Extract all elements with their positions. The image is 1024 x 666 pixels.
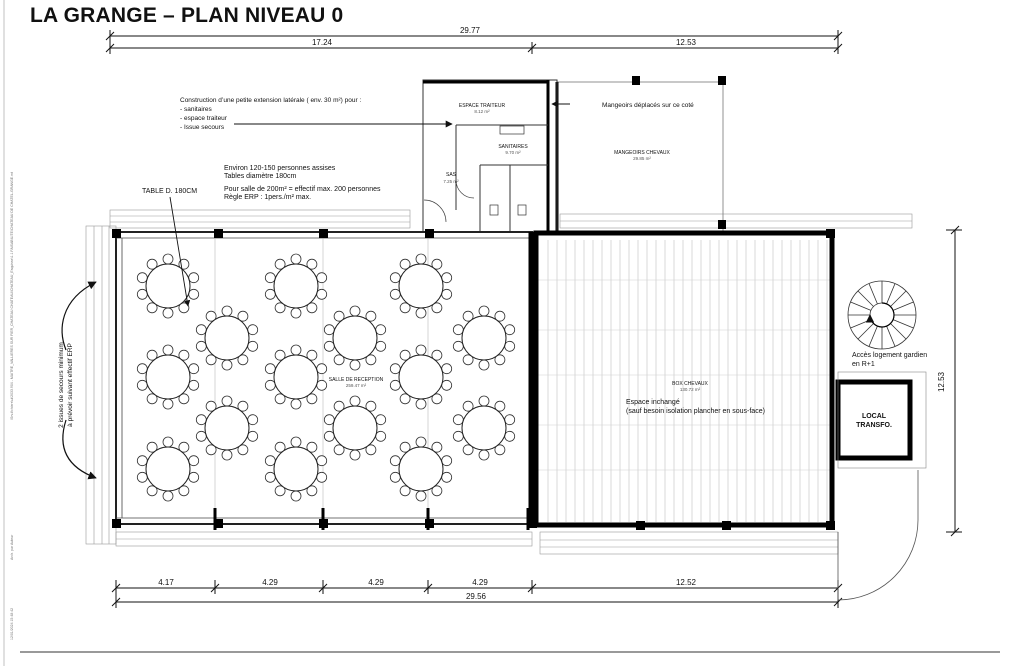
side-author: Arch. par Auteur [10, 534, 14, 560]
curved-arrow-icon [63, 420, 96, 478]
extension-note-2: - sanitaires [180, 106, 212, 113]
room-sanitaires-area: 9.70 m² [505, 150, 521, 155]
round-table-icon [196, 306, 257, 370]
round-table-icon [453, 396, 514, 460]
dim-top-left: 17.24 [311, 38, 333, 47]
post-bracket [527, 508, 530, 530]
mangeoirs-note: Mangeoirs déplacés sur ce coté [602, 102, 694, 109]
dim-top-right: 12.53 [675, 38, 697, 47]
post-bracket [214, 508, 217, 530]
room-box-area: 130.72 m² [679, 387, 701, 392]
extension-note-3: - espace traiteur [180, 115, 227, 122]
curved-arrow-icon [62, 282, 96, 350]
dim-bottom-total: 29.56 [465, 592, 487, 601]
round-table-icon [265, 345, 326, 409]
right-dimension [946, 226, 962, 536]
room-mangeoirs-name: MANGEOIRS CHEVAUX [614, 150, 670, 156]
room-traiteur-area: 8.12 m² [474, 109, 490, 114]
round-table-icon [265, 254, 326, 318]
unchanged-note-2: (sauf besoin isolation plancher en sous-face) [626, 408, 765, 415]
spiral-stair-icon [848, 281, 916, 349]
local-label-1: LOCAL [861, 413, 887, 420]
round-table-icon [265, 437, 326, 501]
room-mangeoirs-area: 29.85 m² [633, 156, 651, 161]
box-chevaux-walls [532, 232, 832, 525]
structural-post [636, 521, 645, 530]
round-table-icon [137, 254, 198, 318]
right-terrace-curve [838, 470, 918, 600]
capacity-note-2: Tables diamètre 180cm [224, 173, 297, 180]
local-label-2: TRANSFO. [856, 422, 892, 429]
structural-post [826, 229, 835, 238]
room-sas-name: SAS [445, 172, 457, 178]
round-table-icon [390, 254, 451, 318]
logement-note-2: en R+1 [852, 361, 875, 368]
structural-post [112, 519, 121, 528]
top-terrace [110, 210, 912, 228]
room-sas-area: 7.25 m² [443, 179, 459, 184]
post-bracket [322, 508, 325, 530]
erp-note-2: Règle ERP : 1pers./m² max. [224, 194, 312, 201]
dim-bottom-4: 4.29 [472, 578, 488, 587]
room-sanitaires-name: SANITAIRES [498, 144, 528, 150]
round-table-icon [196, 396, 257, 460]
structural-post [425, 229, 434, 238]
room-reception-name: SALLE DE RECEPTION [328, 377, 384, 383]
side-file-path: \Srv-fichiers\ul\2033.904 - MAITRE_VALLIERES SUR FIER_CHATEAU CHATEAU\CHATEAU_Esquisse\1.1 FAISABILITE\CHATEAU DE CHATEL-GRANGE.rvt [10, 172, 14, 420]
post-bracket [427, 508, 430, 530]
extension-note-1: Construction d’une petite extension latérale ( env. 30 m²) pour : [180, 97, 362, 104]
dim-bottom-5: 12.52 [675, 578, 697, 587]
left-terrace [86, 226, 116, 544]
dim-bottom-1: 4.17 [158, 578, 174, 587]
extension-note-4: - Issue secours [180, 124, 225, 131]
round-table-icon [137, 345, 198, 409]
plan-title: LA GRANGE – PLAN NIVEAU 0 [30, 4, 344, 27]
structural-post [826, 521, 835, 530]
structural-posts [112, 229, 835, 530]
round-table-icon [324, 396, 385, 460]
structural-post [722, 521, 731, 530]
emergency-note-1: 2 issues de secours minimum [58, 342, 65, 428]
emergency-note-2: à prévoir suivant effectif ERP [67, 343, 74, 427]
reception-tables [137, 197, 514, 501]
dim-bottom-3: 4.29 [368, 578, 384, 587]
round-table-icon [453, 306, 514, 370]
structural-post [214, 229, 223, 238]
round-table-icon [390, 345, 451, 409]
local-transfo [838, 372, 926, 468]
room-traiteur-name: ESPACE TRAITEUR [458, 103, 506, 109]
round-table-icon [390, 437, 451, 501]
room-box-name: BOX CHEVAUX [672, 381, 708, 387]
dim-bottom-2: 4.29 [262, 578, 278, 587]
dim-right-height: 12.53 [937, 371, 946, 393]
side-date: 12/01/2024 15:48:42 [10, 607, 14, 640]
capacity-note-1: Environ 120-150 personnes assises [224, 165, 336, 172]
logement-note-1: Accès logement gardien [852, 352, 928, 359]
room-reception-area: 259.47 m² [345, 383, 367, 388]
unchanged-note-1: Espace inchangé [626, 399, 680, 406]
structural-post [319, 229, 328, 238]
round-table-icon [137, 437, 198, 501]
erp-note-1: Pour salle de 200m² = effectif max. 200 personnes [224, 186, 381, 193]
structural-post [112, 229, 121, 238]
bottom-terrace [116, 532, 838, 554]
round-table-icon [324, 306, 385, 370]
table-label: TABLE D. 180CM [142, 188, 198, 195]
dim-top-total: 29.77 [459, 26, 481, 35]
